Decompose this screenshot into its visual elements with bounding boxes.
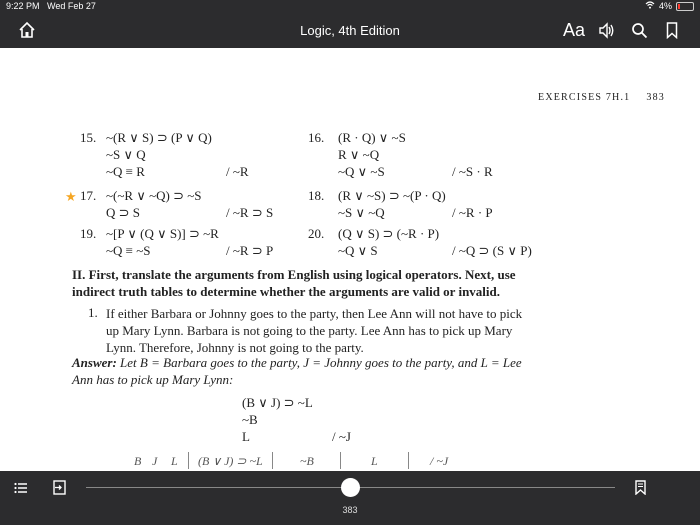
tt-divider xyxy=(188,452,189,469)
exercise-20-line-2: ~Q ∨ S xyxy=(338,243,378,258)
exercise-19-number: 19. xyxy=(80,226,97,241)
exercise-16-number: 16. xyxy=(308,130,325,145)
reader-toolbar xyxy=(0,14,700,48)
exercise-15-line-2: ~S ∨ Q xyxy=(106,147,146,162)
exercise-17-conclusion: / ~R ⊃ S xyxy=(226,205,274,220)
exercise-20-line-1: (Q ∨ S) ⊃ (~R · P) xyxy=(338,226,440,241)
exercise-18-line-2: ~S ∨ ~Q xyxy=(338,205,385,220)
status-bar xyxy=(0,0,700,14)
running-head-section: EXERCISES 7H.1 xyxy=(538,92,631,103)
table-of-contents-icon[interactable] xyxy=(14,481,28,499)
exercise-15-line-1: ~(R ∨ S) ⊃ (P ∨ Q) xyxy=(106,130,212,145)
wifi-icon xyxy=(645,1,655,11)
exercise-20-conclusion: / ~Q ⊃ (S ∨ P) xyxy=(452,243,532,258)
page-slider-thumb[interactable] xyxy=(341,478,360,497)
exercise-16-line-3: ~Q ∨ ~S xyxy=(338,164,385,179)
exercise-19-conclusion: / ~R ⊃ P xyxy=(226,243,274,258)
page-navigation-icon[interactable] xyxy=(53,480,66,500)
item-1-text: If either Barbara or Johnny goes to the party, then Lee Ann will not have to pick up Mary Lynn. Barbara is not going to the party. Lee Ann has to pick up Mary Lynn. Therefore, Johnny is not going to the party. xyxy=(106,306,523,355)
bookmarks-list-icon[interactable] xyxy=(635,480,646,500)
status-time: 9:22 PM Wed Feb 27 xyxy=(6,1,96,11)
exercise-15-number: 15. xyxy=(80,130,97,145)
argument-conclusion: / ~J xyxy=(332,429,351,444)
exercise-16-line-1: (R · Q) ∨ ~S xyxy=(338,130,406,145)
exercise-18-number: 18. xyxy=(308,188,325,203)
exercise-19-line-2: ~Q ≡ ~S xyxy=(106,243,151,258)
star-icon: ★ xyxy=(65,189,77,204)
exercise-16-line-2: R ∨ ~Q xyxy=(338,147,380,162)
speaker-icon[interactable] xyxy=(598,22,616,44)
argument-premise-1: (B ∨ J) ⊃ ~L xyxy=(242,395,313,410)
answer-label: Answer: xyxy=(72,355,117,370)
exercise-17-number: 17. xyxy=(80,188,97,203)
exercise-15-line-3: ~Q ≡ R xyxy=(106,164,145,179)
exercise-17-line-2: Q ⊃ S xyxy=(106,205,141,220)
book-page xyxy=(0,48,700,471)
tt-divider xyxy=(340,452,341,469)
text-size-button[interactable]: Aa xyxy=(563,20,586,40)
exercise-16-conclusion: / ~S · R xyxy=(452,164,493,179)
answer-paragraph xyxy=(72,354,542,388)
answer-text: Let B = Barbara goes to the party, J = Johnny goes to the party, and L = Lee Ann has to pick up Mary Lynn: xyxy=(72,355,522,387)
tt-col-conclusion: / ~J xyxy=(430,454,449,468)
exercise-15-conclusion: / ~R xyxy=(226,164,249,179)
item-1-number: 1. xyxy=(88,305,98,320)
exercise-17-line-1: ~(~R ∨ ~Q) ⊃ ~S xyxy=(106,188,202,203)
tt-col-j: J xyxy=(152,454,158,468)
reader-bottom-bar xyxy=(0,471,700,525)
argument-premise-3: L xyxy=(242,429,250,444)
tt-divider xyxy=(272,452,273,469)
exercise-18-line-1: (R ∨ ~S) ⊃ ~(P · Q) xyxy=(338,188,446,203)
truth-table-header xyxy=(0,450,700,471)
search-icon[interactable] xyxy=(631,22,648,44)
running-head-page: 383 xyxy=(646,92,665,103)
book-title: Logic, 4th Edition xyxy=(300,23,400,38)
exercise-19-line-1: ~[P ∨ (Q ∨ S)] ⊃ ~R xyxy=(106,226,219,241)
current-page-number: 383 xyxy=(342,505,358,515)
tt-divider xyxy=(408,452,409,469)
tt-col-premise-2: ~B xyxy=(300,454,314,468)
section-heading: II. First, translate the arguments from English using logical operators. Next, use indirect truth tables to determine whether the arguments are valid or invalid. xyxy=(72,267,516,299)
tt-col-b: B xyxy=(134,454,142,468)
status-right xyxy=(645,1,694,11)
tt-col-premise-3: L xyxy=(371,454,378,468)
exercise-18-conclusion: / ~R · P xyxy=(452,205,493,220)
tt-col-l: L xyxy=(171,454,178,468)
tt-col-premise-1: (B ∨ J) ⊃ ~L xyxy=(198,454,263,468)
argument-premise-2: ~B xyxy=(242,412,258,427)
battery-percent: 4% xyxy=(658,1,672,11)
running-head xyxy=(538,92,665,103)
exercise-20-number: 20. xyxy=(308,226,325,241)
battery-icon xyxy=(676,2,694,11)
bookmark-icon[interactable] xyxy=(666,22,678,44)
